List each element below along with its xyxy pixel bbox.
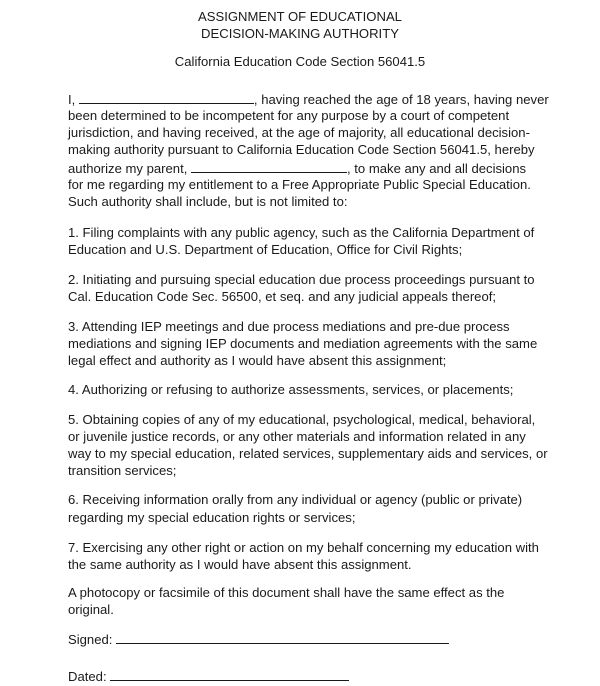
intro-line-6: for me regarding my entitlement to a Free Appropriate Public Special Education.	[68, 177, 531, 192]
intro-line-1-text: , having reached the age of 18 years, having never	[253, 92, 549, 107]
item-5-line-2: or juvenile justice records, or any other materials and information related in any	[68, 429, 526, 444]
signed-row	[68, 630, 449, 648]
item-2-line-1: 2. Initiating and pursuing special education due process proceedings pursuant to	[68, 272, 535, 287]
authorize-parent-label: authorize my parent,	[68, 161, 188, 176]
closing-line-2: original.	[68, 602, 114, 617]
document-title-line2: DECISION-MAKING AUTHORITY	[201, 26, 399, 41]
date-field[interactable]	[110, 667, 349, 681]
intro-line-2: been determined to be incompetent for any purpose by a court of competent	[68, 108, 510, 123]
item-5-line-1: 5. Obtaining copies of any of my educational, psychological, medical, behavioral,	[68, 412, 536, 427]
code-reference: California Education Code Section 56041.5	[174, 54, 426, 69]
parent-name-field[interactable]	[191, 159, 347, 173]
intro-line-3: jurisdiction, and having received, at the age of majority, all educational decision-	[68, 125, 530, 140]
intro-line-7: Such authority shall include, but is not limited to:	[68, 194, 348, 209]
item-7-line-2: the same authority as I would have absent this assignment.	[68, 557, 412, 572]
student-name-field[interactable]	[79, 90, 254, 104]
dated-label: Dated:	[68, 669, 107, 684]
item-3-line-3: legal effect and authority as I would have absent this assignment;	[68, 353, 447, 368]
item-5-line-4: transition services;	[68, 463, 177, 478]
signature-field[interactable]	[116, 630, 449, 644]
intro-line-4: making authority pursuant to California Education Code Section 56041.5, hereby	[68, 142, 535, 157]
item-4-line-1: 4. Authorizing or refusing to authorize assessments, services, or placements;	[68, 382, 514, 397]
intro-line-1	[68, 90, 549, 108]
intro-i-label: I,	[68, 92, 76, 107]
item-2-line-2: Cal. Education Code Sec. 56500, et seq. and any judicial appeals thereof;	[68, 289, 497, 304]
closing-line-1: A photocopy or facsimile of this document shall have the same effect as the	[68, 585, 505, 600]
intro-line-5	[68, 159, 526, 177]
document-title-line1: ASSIGNMENT OF EDUCATIONAL	[198, 9, 402, 24]
item-6-line-2: regarding my special education rights or services;	[68, 510, 356, 525]
item-1-line-2: Education and U.S. Department of Education, Office for Civil Rights;	[68, 242, 463, 257]
intro-line-5-text: , to make any and all decisions	[347, 161, 527, 176]
item-6-line-1: 6. Receiving information orally from any individual or agency (public or private)	[68, 492, 523, 507]
item-7-line-1: 7. Exercising any other right or action on my behalf concerning my education with	[68, 540, 539, 555]
item-1-line-1: 1. Filing complaints with any public agency, such as the California Department of	[68, 225, 535, 240]
item-5-line-3: way to my special education, related services, supplementary aids and services, or	[68, 446, 548, 461]
item-3-line-2: mediations and signing IEP documents and mediation agreements with the same	[68, 336, 538, 351]
signed-label: Signed:	[68, 632, 113, 647]
dated-row	[68, 667, 349, 685]
item-3-line-1: 3. Attending IEP meetings and due process mediations and pre-due process	[68, 319, 510, 334]
